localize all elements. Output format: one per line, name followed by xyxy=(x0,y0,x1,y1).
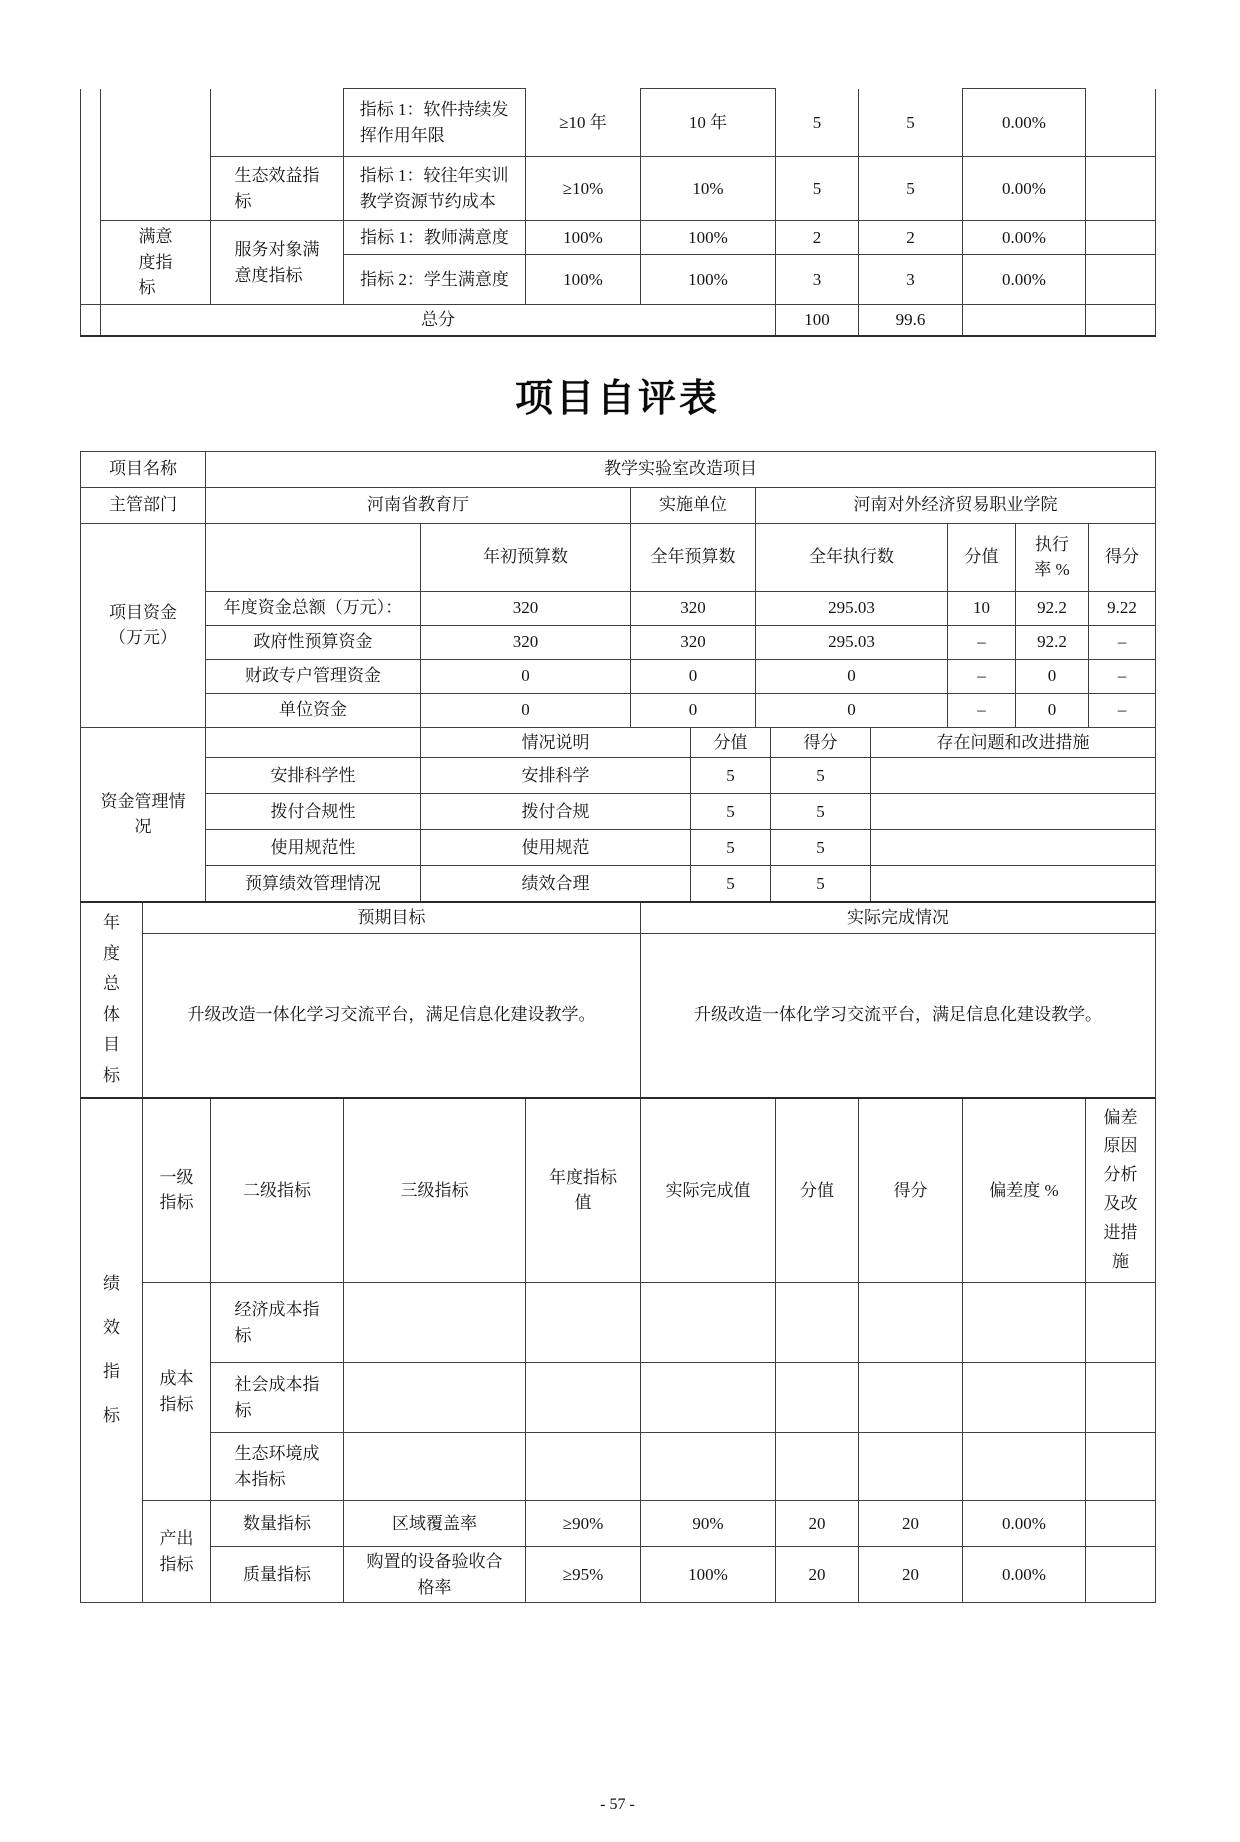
category-text: 满意度指标 xyxy=(138,227,173,298)
got-cell: 5 xyxy=(859,89,963,157)
empty-cell xyxy=(344,1363,526,1433)
target-cell: ≥95% xyxy=(526,1547,641,1603)
level1-cell xyxy=(143,1283,211,1501)
mgmt-got: 5 xyxy=(771,758,871,794)
mgmt-issues xyxy=(871,758,1156,794)
table-row xyxy=(81,1501,1156,1547)
actual-cell: 90% xyxy=(641,1501,776,1547)
mgmt-got: 5 xyxy=(771,830,871,866)
col-header-issues: 存在问题和改进措施 xyxy=(871,727,1156,758)
empty-cell xyxy=(344,1283,526,1363)
deviation-cell: 0.00% xyxy=(963,89,1086,157)
fund-rate: 92.2 xyxy=(1016,591,1089,625)
empty-cell xyxy=(211,89,344,157)
performance-section-text: 绩效指标 xyxy=(103,1273,120,1426)
deviation-cell: 0.00% xyxy=(963,255,1086,305)
fund-annual: 320 xyxy=(631,625,756,659)
empty-cell xyxy=(1086,1547,1156,1603)
mgmt-got: 5 xyxy=(771,794,871,830)
empty-cell xyxy=(206,727,421,758)
empty-cell xyxy=(641,1433,776,1501)
l1-header-text: 一级指标 xyxy=(159,1167,194,1213)
table-row xyxy=(81,591,1156,625)
empty-cell xyxy=(641,1283,776,1363)
actual-goal-header: 实际完成情况 xyxy=(641,902,1156,933)
fund-rate: 0 xyxy=(1016,693,1089,727)
actual-cell: 10% xyxy=(641,157,776,221)
actual-cell: 10 年 xyxy=(641,89,776,157)
level1-cell xyxy=(143,1501,211,1603)
table-row xyxy=(81,487,1156,523)
rate-header-text: 执行率 % xyxy=(1034,534,1070,579)
score-cell: 3 xyxy=(776,255,859,305)
table-row xyxy=(81,866,1156,902)
indicator-cell: 指标 2：学生满意度 xyxy=(344,255,526,305)
empty-cell xyxy=(344,1433,526,1501)
funds-section-text: 项目资金（万元） xyxy=(109,602,177,647)
empty-cell xyxy=(1086,1501,1156,1547)
col-header-rate xyxy=(1016,523,1089,591)
target-cell: ≥90% xyxy=(526,1501,641,1547)
performance-section-label xyxy=(81,1098,143,1603)
empty-cell xyxy=(1086,255,1156,305)
target-cell: 100% xyxy=(526,221,641,255)
fund-begin: 320 xyxy=(421,591,631,625)
header-row xyxy=(81,727,1156,758)
empty-cell xyxy=(81,89,101,305)
col-header-l2: 二级指标 xyxy=(211,1098,344,1283)
empty-cell xyxy=(1086,157,1156,221)
fund-executed: 0 xyxy=(756,693,948,727)
carryover-indicator-table xyxy=(80,88,1156,337)
fund-got: – xyxy=(1089,625,1156,659)
fund-begin: 0 xyxy=(421,659,631,693)
col-header-got: 得分 xyxy=(1089,523,1156,591)
total-label-cell: 总分 xyxy=(101,305,776,336)
total-score-cell: 100 xyxy=(776,305,859,336)
level2-cell: 数量指标 xyxy=(211,1501,344,1547)
category-cell xyxy=(101,221,211,305)
unit-label: 实施单位 xyxy=(631,487,756,523)
got-cell: 3 xyxy=(859,255,963,305)
empty-cell xyxy=(963,305,1086,336)
fund-score: – xyxy=(948,659,1016,693)
col-header-l3: 三级指标 xyxy=(344,1098,526,1283)
mgmt-score: 5 xyxy=(691,830,771,866)
col-header-annual: 全年预算数 xyxy=(631,523,756,591)
table-row xyxy=(81,659,1156,693)
page-number: - 57 - xyxy=(600,1796,635,1813)
mgmt-score: 5 xyxy=(691,866,771,902)
fund-rate: 92.2 xyxy=(1016,625,1089,659)
col-header-score: 分值 xyxy=(948,523,1016,591)
target-cell: ≥10 年 xyxy=(526,89,641,157)
indicator-cell xyxy=(344,89,526,157)
annual-goal-section-text: 年度总体目标 xyxy=(103,912,120,1085)
annual-goal-section-label xyxy=(81,902,143,1097)
empty-cell xyxy=(1086,89,1156,157)
total-row xyxy=(81,305,1156,336)
fund-got: 9.22 xyxy=(1089,591,1156,625)
empty-cell xyxy=(526,1433,641,1501)
mgmt-issues xyxy=(871,830,1156,866)
group-text: 服务对象满意度指标 xyxy=(234,240,320,285)
mgmt-row-label: 预算绩效管理情况 xyxy=(206,866,421,902)
fund-executed: 0 xyxy=(756,659,948,693)
level2-text: 经济成本指标 xyxy=(234,1300,320,1345)
fund-executed: 295.03 xyxy=(756,591,948,625)
level1-text: 成本指标 xyxy=(159,1369,194,1414)
eval-basic-section xyxy=(80,451,1156,524)
empty-cell xyxy=(101,89,211,221)
level3-cell: 区域覆盖率 xyxy=(344,1501,526,1547)
col-header-got: 得分 xyxy=(771,727,871,758)
fund-begin: 320 xyxy=(421,625,631,659)
fund-row-label: 财政专户管理资金 xyxy=(206,659,421,693)
level2-text: 生态环境成本指标 xyxy=(234,1444,320,1489)
got-cell: 20 xyxy=(859,1501,963,1547)
empty-cell xyxy=(81,305,101,336)
empty-cell xyxy=(776,1363,859,1433)
score-cell: 2 xyxy=(776,221,859,255)
mgmt-row-label: 安排科学性 xyxy=(206,758,421,794)
fund-rate: 0 xyxy=(1016,659,1089,693)
reason-header-text: 偏差原因分析及改进措施 xyxy=(1103,1107,1138,1272)
level3-text: 购置的设备验收合格率 xyxy=(366,1552,503,1597)
col-header-score: 分值 xyxy=(776,1098,859,1283)
col-header-executed: 全年执行数 xyxy=(756,523,948,591)
empty-cell xyxy=(776,1283,859,1363)
mgmt-score: 5 xyxy=(691,794,771,830)
table-row xyxy=(81,89,1156,157)
actual-cell: 100% xyxy=(641,221,776,255)
page-title: 项目自评表 xyxy=(514,377,720,420)
fund-row-label: 单位资金 xyxy=(206,693,421,727)
mgmt-desc: 使用规范 xyxy=(421,830,691,866)
empty-cell xyxy=(1086,1283,1156,1363)
actual-cell: 100% xyxy=(641,255,776,305)
fund-row-label: 年度资金总额（万元）： xyxy=(206,591,421,625)
mgmt-score: 5 xyxy=(691,758,771,794)
deviation-cell: 0.00% xyxy=(963,1501,1086,1547)
fund-got: – xyxy=(1089,659,1156,693)
eval-management-section xyxy=(80,727,1156,903)
score-cell: 20 xyxy=(776,1547,859,1603)
empty-cell xyxy=(963,1433,1086,1501)
got-cell: 2 xyxy=(859,221,963,255)
unit-value: 河南对外经济贸易职业学院 xyxy=(756,487,1156,523)
target-cell: ≥10% xyxy=(526,157,641,221)
eval-annual-goal-section xyxy=(80,901,1156,1098)
deviation-cell: 0.00% xyxy=(963,221,1086,255)
fund-annual: 0 xyxy=(631,659,756,693)
empty-cell xyxy=(859,1433,963,1501)
fund-score: – xyxy=(948,625,1016,659)
document-page xyxy=(0,88,1240,1842)
level2-cell xyxy=(211,1283,344,1363)
mgmt-row-label: 拨付合规性 xyxy=(206,794,421,830)
indicator-text: 指标 1：软件持续发挥作用年限 xyxy=(359,100,509,145)
header-row xyxy=(81,523,1156,591)
deviation-cell: 0.00% xyxy=(963,1547,1086,1603)
empty-cell xyxy=(963,1283,1086,1363)
table-row xyxy=(81,221,1156,255)
dept-label: 主管部门 xyxy=(81,487,206,523)
table-row xyxy=(81,794,1156,830)
page-content xyxy=(80,88,1155,1603)
table-row xyxy=(81,1547,1156,1603)
col-header-l1 xyxy=(143,1098,211,1283)
project-name-label: 项目名称 xyxy=(81,451,206,487)
target-cell: 100% xyxy=(526,255,641,305)
score-cell: 5 xyxy=(776,157,859,221)
col-header-reason xyxy=(1086,1098,1156,1283)
col-header-target xyxy=(526,1098,641,1283)
level2-cell xyxy=(211,1363,344,1433)
table-row xyxy=(81,625,1156,659)
eval-performance-section xyxy=(80,1097,1156,1604)
score-cell: 5 xyxy=(776,89,859,157)
col-header-score: 分值 xyxy=(691,727,771,758)
empty-cell xyxy=(776,1433,859,1501)
group-cell xyxy=(211,221,344,305)
level3-cell xyxy=(344,1547,526,1603)
empty-cell xyxy=(1086,1363,1156,1433)
total-got-cell: 99.6 xyxy=(859,305,963,336)
fund-executed: 295.03 xyxy=(756,625,948,659)
actual-cell: 100% xyxy=(641,1547,776,1603)
empty-cell xyxy=(206,523,421,591)
fund-annual: 320 xyxy=(631,591,756,625)
level1-text: 产出指标 xyxy=(159,1529,194,1574)
col-header-deviation: 偏差度 % xyxy=(963,1098,1086,1283)
got-cell: 20 xyxy=(859,1547,963,1603)
deviation-cell: 0.00% xyxy=(963,157,1086,221)
fund-score: – xyxy=(948,693,1016,727)
table-row xyxy=(81,1433,1156,1501)
col-header-begin: 年初预算数 xyxy=(421,523,631,591)
empty-cell xyxy=(1086,1433,1156,1501)
table-row xyxy=(81,1363,1156,1433)
mgmt-desc: 安排科学 xyxy=(421,758,691,794)
fund-row-label: 政府性预算资金 xyxy=(206,625,421,659)
actual-goal-text: 升级改造一体化学习交流平台，满足信息化建设教学。 xyxy=(641,933,1156,1097)
indicator-cell: 指标 1：教师满意度 xyxy=(344,221,526,255)
mgmt-issues xyxy=(871,866,1156,902)
mgmt-desc: 拨付合规 xyxy=(421,794,691,830)
table-row xyxy=(81,451,1156,487)
eval-funds-section xyxy=(80,523,1156,728)
empty-cell xyxy=(859,1283,963,1363)
level2-text: 社会成本指标 xyxy=(234,1375,320,1420)
mgmt-row-label: 使用规范性 xyxy=(206,830,421,866)
level2-cell xyxy=(211,1433,344,1501)
expected-goal-text: 升级改造一体化学习交流平台，满足信息化建设教学。 xyxy=(143,933,641,1097)
empty-cell xyxy=(859,1363,963,1433)
col-header-desc: 情况说明 xyxy=(421,727,691,758)
level2-cell: 质量指标 xyxy=(211,1547,344,1603)
target-header-text: 年度指标值 xyxy=(549,1167,617,1213)
col-header-got: 得分 xyxy=(859,1098,963,1283)
fund-score: 10 xyxy=(948,591,1016,625)
table-row xyxy=(81,830,1156,866)
fund-begin: 0 xyxy=(421,693,631,727)
project-name-value: 教学实验室改造项目 xyxy=(206,451,1156,487)
fund-got: – xyxy=(1089,693,1156,727)
group-text: 生态效益指标 xyxy=(234,166,320,211)
indicator-text: 指标 1：较往年实训教学资源节约成本 xyxy=(359,166,509,211)
table-row xyxy=(81,933,1156,1097)
expected-goal-header: 预期目标 xyxy=(143,902,641,933)
fund-annual: 0 xyxy=(631,693,756,727)
col-header-actual: 实际完成值 xyxy=(641,1098,776,1283)
table-row xyxy=(81,157,1156,221)
empty-cell xyxy=(526,1363,641,1433)
mgmt-issues xyxy=(871,794,1156,830)
header-row xyxy=(81,902,1156,933)
mgmt-got: 5 xyxy=(771,866,871,902)
header-row xyxy=(81,1098,1156,1283)
table-row xyxy=(81,1283,1156,1363)
table-row xyxy=(81,693,1156,727)
empty-cell xyxy=(1086,221,1156,255)
management-section-text: 资金管理情况 xyxy=(100,791,186,837)
group-cell xyxy=(211,157,344,221)
empty-cell xyxy=(963,1363,1086,1433)
score-cell: 20 xyxy=(776,1501,859,1547)
empty-cell xyxy=(526,1283,641,1363)
empty-cell xyxy=(1086,305,1156,336)
mgmt-desc: 绩效合理 xyxy=(421,866,691,902)
table-row xyxy=(81,758,1156,794)
indicator-cell xyxy=(344,157,526,221)
management-section-label xyxy=(81,727,206,902)
empty-cell xyxy=(641,1363,776,1433)
funds-section-label xyxy=(81,523,206,727)
dept-value: 河南省教育厅 xyxy=(206,487,631,523)
got-cell: 5 xyxy=(859,157,963,221)
